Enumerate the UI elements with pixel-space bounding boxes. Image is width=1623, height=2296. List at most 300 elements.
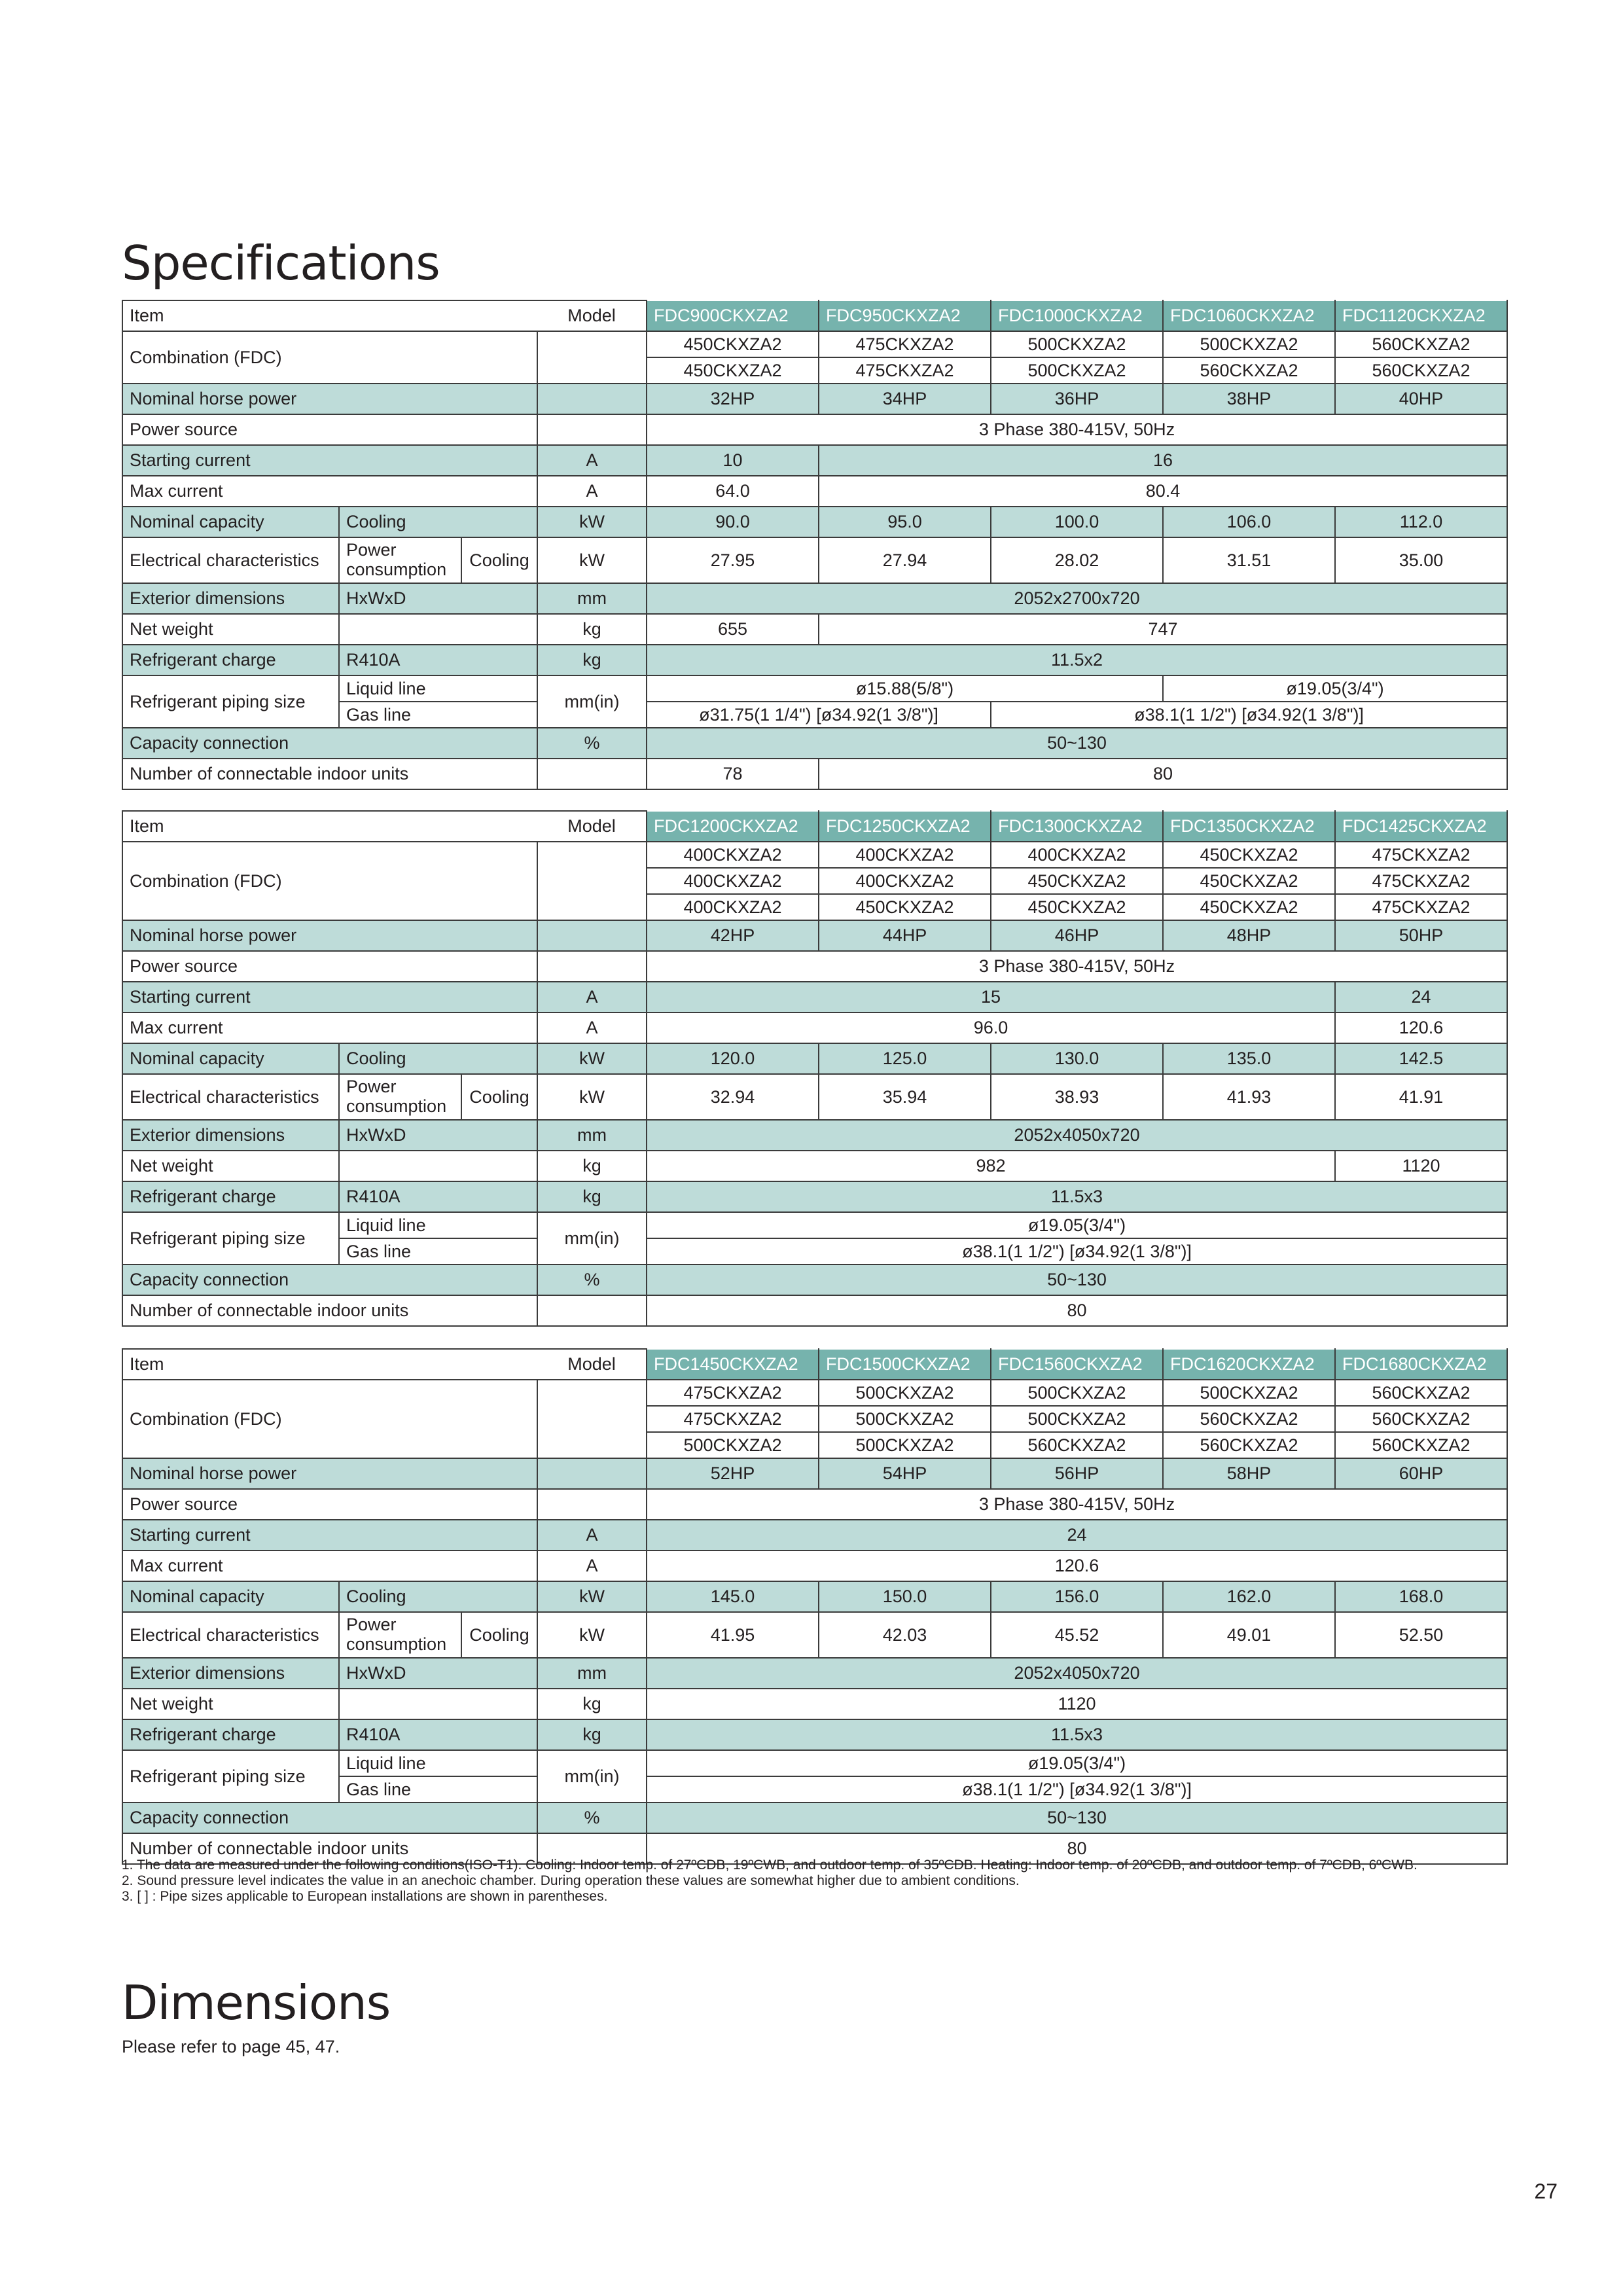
sub-label: Cooling bbox=[339, 507, 537, 537]
combination-label: Combination (FDC) bbox=[122, 842, 537, 920]
electrical-row bbox=[122, 537, 1507, 583]
row-label: Refrigerant piping size bbox=[122, 1750, 339, 1803]
power-source-value: 3 Phase 380-415V, 50Hz bbox=[647, 414, 1507, 445]
capacity-value: 106.0 bbox=[1163, 507, 1335, 537]
dimensions-reference: Please refer to page 45, 47. bbox=[122, 2037, 340, 2056]
row-label: Power source bbox=[122, 414, 537, 445]
row-label: Capacity connection bbox=[122, 728, 537, 759]
gas-line-value: ø38.1(1 1/2") [ø34.92(1 3/8")] bbox=[647, 1776, 1507, 1803]
spec-table-3 bbox=[122, 1348, 1500, 1865]
sub-label: Liquid line bbox=[339, 1212, 537, 1238]
unit-cell bbox=[537, 1489, 647, 1520]
indoor-units-row bbox=[122, 759, 1507, 789]
combination-unit: 560CKXZA2 bbox=[991, 1432, 1163, 1458]
sub-label: HxWxD bbox=[339, 583, 537, 614]
horse-power-value: 48HP bbox=[1163, 920, 1335, 951]
row-label: Starting current bbox=[122, 1520, 537, 1551]
sub-label: HxWxD bbox=[339, 1120, 537, 1151]
unit-cell: mm bbox=[537, 1658, 647, 1689]
liquid-line-value: ø19.05(3/4") bbox=[647, 1212, 1507, 1238]
unit-cell: kW bbox=[537, 1612, 647, 1658]
footnote-3: 3. [ ] : Pipe sizes applicable to European installations are shown in parentheses. bbox=[122, 1889, 608, 1905]
horse-power-value: 34HP bbox=[819, 384, 991, 414]
model-name: FDC1425CKXZA2 bbox=[1335, 811, 1507, 842]
unit-cell: % bbox=[537, 1803, 647, 1833]
unit-cell: mm bbox=[537, 583, 647, 614]
row-label: Exterior dimensions bbox=[122, 1120, 339, 1151]
liquid-line-value: ø19.05(3/4") bbox=[647, 1750, 1507, 1776]
combination-unit: 400CKXZA2 bbox=[991, 842, 1163, 868]
combination-unit: 450CKXZA2 bbox=[647, 357, 819, 384]
indoor-units-value: 80 bbox=[647, 1295, 1507, 1326]
model-name: FDC1560CKXZA2 bbox=[991, 1349, 1163, 1380]
power-source-value: 3 Phase 380-415V, 50Hz bbox=[647, 951, 1507, 982]
combination-unit: 475CKXZA2 bbox=[819, 357, 991, 384]
horse-power-value: 56HP bbox=[991, 1458, 1163, 1489]
combination-unit: 450CKXZA2 bbox=[1163, 868, 1335, 894]
capacity-connection-value: 50~130 bbox=[647, 728, 1507, 759]
row-label: Electrical characteristics bbox=[122, 1074, 339, 1120]
unit-cell: mm(in) bbox=[537, 1212, 647, 1265]
model-name: FDC1450CKXZA2 bbox=[647, 1349, 819, 1380]
combination-unit: 475CKXZA2 bbox=[1335, 868, 1507, 894]
capacity-value: 90.0 bbox=[647, 507, 819, 537]
row-label: Nominal horse power bbox=[122, 1458, 537, 1489]
unit-cell bbox=[537, 1380, 647, 1458]
sub-label: HxWxD bbox=[339, 1658, 537, 1689]
indoor-units-row bbox=[122, 1295, 1507, 1326]
combination-unit: 450CKXZA2 bbox=[991, 894, 1163, 920]
gas-line-value: ø31.75(1 1/4") [ø34.92(1 3/8")] bbox=[647, 702, 991, 728]
row-label: Refrigerant charge bbox=[122, 645, 339, 675]
combination-unit: 475CKXZA2 bbox=[647, 1380, 819, 1406]
row-label: Electrical characteristics bbox=[122, 1612, 339, 1658]
model-name: FDC1500CKXZA2 bbox=[819, 1349, 991, 1380]
sub-label: R410A bbox=[339, 645, 537, 675]
combination-unit: 400CKXZA2 bbox=[647, 894, 819, 920]
horse-power-value: 46HP bbox=[991, 920, 1163, 951]
unit-cell bbox=[537, 1458, 647, 1489]
horse-power-value: 38HP bbox=[1163, 384, 1335, 414]
unit-cell: kg bbox=[537, 1151, 647, 1181]
unit-cell: % bbox=[537, 728, 647, 759]
horse-power-row bbox=[122, 384, 1507, 414]
exterior-row bbox=[122, 1120, 1507, 1151]
combination-unit: 560CKXZA2 bbox=[1163, 1432, 1335, 1458]
sub-label: Cooling bbox=[339, 1043, 537, 1074]
model-name: FDC1300CKXZA2 bbox=[991, 811, 1163, 842]
unit-cell: A bbox=[537, 1520, 647, 1551]
unit-cell bbox=[537, 331, 647, 384]
capacity-value: 95.0 bbox=[819, 507, 991, 537]
row-label: Number of connectable indoor units bbox=[122, 1295, 537, 1326]
combination-unit: 560CKXZA2 bbox=[1335, 331, 1507, 357]
piping-liquid-row bbox=[122, 1750, 1507, 1776]
indoor-units-value: 80 bbox=[647, 1833, 1507, 1864]
dimensions-heading: Dimensions bbox=[122, 1975, 391, 2030]
exterior-value: 2052x2700x720 bbox=[647, 583, 1507, 614]
horse-power-row bbox=[122, 920, 1507, 951]
power-source-row bbox=[122, 414, 1507, 445]
indoor-units-value: 80 bbox=[819, 759, 1507, 789]
row-label: Electrical characteristics bbox=[122, 537, 339, 583]
combination-row bbox=[122, 1380, 1507, 1406]
unit-cell: kW bbox=[537, 1581, 647, 1612]
unit-cell: kg bbox=[537, 1719, 647, 1750]
model-name: FDC1000CKXZA2 bbox=[991, 300, 1163, 331]
row-label: Refrigerant charge bbox=[122, 1181, 339, 1212]
power-consumption-value: 41.95 bbox=[647, 1612, 819, 1658]
sub-label: Liquid line bbox=[339, 675, 537, 702]
horse-power-value: 40HP bbox=[1335, 384, 1507, 414]
max-current-value: 120.6 bbox=[647, 1551, 1507, 1581]
capacity-value: 135.0 bbox=[1163, 1043, 1335, 1074]
row-label: Nominal horse power bbox=[122, 384, 537, 414]
horse-power-value: 42HP bbox=[647, 920, 819, 951]
model-name: FDC1620CKXZA2 bbox=[1163, 1349, 1335, 1380]
footnotes bbox=[122, 1857, 1588, 1905]
row-label: Number of connectable indoor units bbox=[122, 759, 537, 789]
sub-label: Cooling bbox=[461, 537, 537, 583]
horse-power-value: 32HP bbox=[647, 384, 819, 414]
combination-unit: 500CKXZA2 bbox=[819, 1406, 991, 1432]
combination-unit: 450CKXZA2 bbox=[1163, 894, 1335, 920]
combination-unit: 560CKXZA2 bbox=[1335, 1380, 1507, 1406]
exterior-row bbox=[122, 583, 1507, 614]
capacity-connection-row bbox=[122, 1265, 1507, 1295]
sub-label: Cooling bbox=[461, 1074, 537, 1120]
net-weight-value: 1120 bbox=[647, 1689, 1507, 1719]
model-label: Model bbox=[537, 300, 647, 331]
net-weight-value: 1120 bbox=[1335, 1151, 1507, 1181]
net-weight-value: 655 bbox=[647, 614, 819, 645]
combination-unit: 475CKXZA2 bbox=[1335, 842, 1507, 868]
horse-power-value: 60HP bbox=[1335, 1458, 1507, 1489]
unit-cell bbox=[537, 414, 647, 445]
row-label: Max current bbox=[122, 476, 537, 507]
power-consumption-value: 35.00 bbox=[1335, 537, 1507, 583]
max-current-value: 120.6 bbox=[1335, 1013, 1507, 1043]
starting-current-value: 24 bbox=[647, 1520, 1507, 1551]
combination-unit: 500CKXZA2 bbox=[991, 1380, 1163, 1406]
sub-label bbox=[339, 614, 537, 645]
combination-row bbox=[122, 331, 1507, 357]
unit-cell: kg bbox=[537, 645, 647, 675]
footnote-1: 1. The data are measured under the following conditions(ISO-T1). Cooling: Indoor temp. of 27ºCDB, 19ºCWB, and outdoor temp. of 35ºCDB. Heating: Indoor temp. of 20ºCDB, and outdoor temp. of 7ºCDB, 6ºCWB. bbox=[122, 1857, 1418, 1873]
model-name: FDC1250CKXZA2 bbox=[819, 811, 991, 842]
starting-current-value: 16 bbox=[819, 445, 1507, 476]
combination-unit: 400CKXZA2 bbox=[819, 842, 991, 868]
sub-label: Power consumption bbox=[339, 1074, 461, 1120]
capacity-connection-value: 50~130 bbox=[647, 1265, 1507, 1295]
model-label: Model bbox=[537, 811, 647, 842]
combination-unit: 450CKXZA2 bbox=[991, 868, 1163, 894]
starting-current-value: 10 bbox=[647, 445, 819, 476]
combination-unit: 400CKXZA2 bbox=[647, 842, 819, 868]
combination-unit: 500CKXZA2 bbox=[991, 1406, 1163, 1432]
liquid-line-value: ø15.88(5/8") bbox=[647, 675, 1163, 702]
capacity-value: 112.0 bbox=[1335, 507, 1507, 537]
sub-label: Cooling bbox=[339, 1581, 537, 1612]
unit-cell: mm(in) bbox=[537, 675, 647, 728]
model-name: FDC900CKXZA2 bbox=[647, 300, 819, 331]
max-current-value: 64.0 bbox=[647, 476, 819, 507]
capacity-value: 130.0 bbox=[991, 1043, 1163, 1074]
spec-table bbox=[122, 300, 1508, 790]
piping-liquid-row bbox=[122, 1212, 1507, 1238]
combination-unit: 560CKXZA2 bbox=[1163, 357, 1335, 384]
unit-cell: kW bbox=[537, 507, 647, 537]
power-consumption-value: 27.94 bbox=[819, 537, 991, 583]
net-weight-row bbox=[122, 1151, 1507, 1181]
sub-label: Power consumption bbox=[339, 537, 461, 583]
model-name: FDC950CKXZA2 bbox=[819, 300, 991, 331]
row-label: Number of connectable indoor units bbox=[122, 1833, 537, 1864]
item-label: Item bbox=[122, 300, 537, 331]
max-current-row bbox=[122, 1551, 1507, 1581]
exterior-row bbox=[122, 1658, 1507, 1689]
power-consumption-value: 41.93 bbox=[1163, 1074, 1335, 1120]
combination-unit: 560CKXZA2 bbox=[1163, 1406, 1335, 1432]
model-name: FDC1350CKXZA2 bbox=[1163, 811, 1335, 842]
power-consumption-value: 42.03 bbox=[819, 1612, 991, 1658]
max-current-value: 96.0 bbox=[647, 1013, 1335, 1043]
spec-table-1 bbox=[122, 300, 1500, 790]
model-name: FDC1680CKXZA2 bbox=[1335, 1349, 1507, 1380]
model-name: FDC1120CKXZA2 bbox=[1335, 300, 1507, 331]
max-current-row bbox=[122, 476, 1507, 507]
sub-label: Gas line bbox=[339, 1776, 537, 1803]
combination-unit: 400CKXZA2 bbox=[819, 868, 991, 894]
header-row bbox=[122, 811, 1507, 842]
refrigerant-value: 11.5x2 bbox=[647, 645, 1507, 675]
power-consumption-value: 35.94 bbox=[819, 1074, 991, 1120]
capacity-value: 120.0 bbox=[647, 1043, 819, 1074]
refrigerant-value: 11.5x3 bbox=[647, 1719, 1507, 1750]
net-weight-row bbox=[122, 1689, 1507, 1719]
header-row bbox=[122, 1349, 1507, 1380]
row-label: Power source bbox=[122, 951, 537, 982]
combination-label: Combination (FDC) bbox=[122, 331, 537, 384]
unit-cell: A bbox=[537, 982, 647, 1013]
item-label: Item bbox=[122, 811, 537, 842]
row-label: Net weight bbox=[122, 1689, 339, 1719]
sub-label: R410A bbox=[339, 1181, 537, 1212]
model-label: Model bbox=[537, 1349, 647, 1380]
refrigerant-row bbox=[122, 645, 1507, 675]
capacity-value: 145.0 bbox=[647, 1581, 819, 1612]
combination-unit: 560CKXZA2 bbox=[1335, 1406, 1507, 1432]
exterior-value: 2052x4050x720 bbox=[647, 1120, 1507, 1151]
capacity-value: 156.0 bbox=[991, 1581, 1163, 1612]
combination-unit: 475CKXZA2 bbox=[819, 331, 991, 357]
unit-cell: % bbox=[537, 1265, 647, 1295]
capacity-connection-row bbox=[122, 728, 1507, 759]
combination-unit: 500CKXZA2 bbox=[991, 331, 1163, 357]
net-weight-value: 747 bbox=[819, 614, 1507, 645]
capacity-value: 125.0 bbox=[819, 1043, 991, 1074]
combination-row bbox=[122, 842, 1507, 868]
capacity-value: 150.0 bbox=[819, 1581, 991, 1612]
row-label: Capacity connection bbox=[122, 1803, 537, 1833]
starting-current-value: 15 bbox=[647, 982, 1335, 1013]
refrigerant-row bbox=[122, 1719, 1507, 1750]
row-label: Net weight bbox=[122, 614, 339, 645]
capacity-connection-row bbox=[122, 1803, 1507, 1833]
combination-unit: 475CKXZA2 bbox=[1335, 894, 1507, 920]
unit-cell: A bbox=[537, 476, 647, 507]
power-consumption-value: 31.51 bbox=[1163, 537, 1335, 583]
nominal-capacity-row bbox=[122, 1043, 1507, 1074]
starting-current-row bbox=[122, 982, 1507, 1013]
combination-unit: 450CKXZA2 bbox=[1163, 842, 1335, 868]
unit-cell: kg bbox=[537, 1689, 647, 1719]
unit-cell: mm bbox=[537, 1120, 647, 1151]
refrigerant-value: 11.5x3 bbox=[647, 1181, 1507, 1212]
header-row bbox=[122, 300, 1507, 331]
footnote-2: 2. Sound pressure level indicates the value in an anechoic chamber. During operation these values are somewhat higher due to ambient conditions. bbox=[122, 1873, 1020, 1889]
sub-label bbox=[339, 1689, 537, 1719]
item-label: Item bbox=[122, 1349, 537, 1380]
capacity-value: 100.0 bbox=[991, 507, 1163, 537]
row-label: Capacity connection bbox=[122, 1265, 537, 1295]
unit-cell bbox=[537, 1295, 647, 1326]
power-consumption-value: 41.91 bbox=[1335, 1074, 1507, 1120]
spec-table bbox=[122, 810, 1508, 1327]
power-consumption-value: 28.02 bbox=[991, 537, 1163, 583]
piping-liquid-row bbox=[122, 675, 1507, 702]
power-consumption-value: 27.95 bbox=[647, 537, 819, 583]
net-weight-value: 982 bbox=[647, 1151, 1335, 1181]
electrical-row bbox=[122, 1612, 1507, 1658]
row-label: Exterior dimensions bbox=[122, 583, 339, 614]
gas-line-value: ø38.1(1 1/2") [ø34.92(1 3/8")] bbox=[647, 1238, 1507, 1265]
power-source-row bbox=[122, 1489, 1507, 1520]
horse-power-value: 36HP bbox=[991, 384, 1163, 414]
nominal-capacity-row bbox=[122, 507, 1507, 537]
row-label: Nominal horse power bbox=[122, 920, 537, 951]
horse-power-value: 44HP bbox=[819, 920, 991, 951]
max-current-row bbox=[122, 1013, 1507, 1043]
power-source-value: 3 Phase 380-415V, 50Hz bbox=[647, 1489, 1507, 1520]
row-label: Max current bbox=[122, 1551, 537, 1581]
horse-power-row bbox=[122, 1458, 1507, 1489]
unit-cell: A bbox=[537, 1551, 647, 1581]
starting-current-row bbox=[122, 1520, 1507, 1551]
horse-power-value: 50HP bbox=[1335, 920, 1507, 951]
starting-current-row bbox=[122, 445, 1507, 476]
combination-unit: 475CKXZA2 bbox=[647, 1406, 819, 1432]
power-consumption-value: 49.01 bbox=[1163, 1612, 1335, 1658]
unit-cell: kg bbox=[537, 1181, 647, 1212]
row-label: Net weight bbox=[122, 1151, 339, 1181]
sub-label bbox=[339, 1151, 537, 1181]
capacity-value: 168.0 bbox=[1335, 1581, 1507, 1612]
unit-cell: kg bbox=[537, 614, 647, 645]
indoor-units-value: 78 bbox=[647, 759, 819, 789]
power-consumption-value: 38.93 bbox=[991, 1074, 1163, 1120]
row-label: Starting current bbox=[122, 445, 537, 476]
power-source-row bbox=[122, 951, 1507, 982]
capacity-value: 162.0 bbox=[1163, 1581, 1335, 1612]
nominal-capacity-row bbox=[122, 1581, 1507, 1612]
sub-label: Gas line bbox=[339, 702, 537, 728]
sub-label: Cooling bbox=[461, 1612, 537, 1658]
row-label: Exterior dimensions bbox=[122, 1658, 339, 1689]
combination-label: Combination (FDC) bbox=[122, 1380, 537, 1458]
row-label: Refrigerant piping size bbox=[122, 675, 339, 728]
horse-power-value: 52HP bbox=[647, 1458, 819, 1489]
net-weight-row bbox=[122, 614, 1507, 645]
combination-unit: 560CKXZA2 bbox=[1335, 1432, 1507, 1458]
unit-cell: kW bbox=[537, 1074, 647, 1120]
liquid-line-value: ø19.05(3/4") bbox=[1163, 675, 1507, 702]
row-label: Starting current bbox=[122, 982, 537, 1013]
unit-cell bbox=[537, 759, 647, 789]
sub-label: Power consumption bbox=[339, 1612, 461, 1658]
row-label: Refrigerant charge bbox=[122, 1719, 339, 1750]
electrical-row bbox=[122, 1074, 1507, 1120]
power-consumption-value: 32.94 bbox=[647, 1074, 819, 1120]
row-label: Nominal capacity bbox=[122, 507, 339, 537]
exterior-value: 2052x4050x720 bbox=[647, 1658, 1507, 1689]
sub-label: Liquid line bbox=[339, 1750, 537, 1776]
max-current-value: 80.4 bbox=[819, 476, 1507, 507]
combination-unit: 400CKXZA2 bbox=[647, 868, 819, 894]
combination-unit: 450CKXZA2 bbox=[819, 894, 991, 920]
row-label: Refrigerant piping size bbox=[122, 1212, 339, 1265]
model-name: FDC1060CKXZA2 bbox=[1163, 300, 1335, 331]
unit-cell: A bbox=[537, 445, 647, 476]
page-number: 27 bbox=[1534, 2179, 1558, 2203]
combination-unit: 500CKXZA2 bbox=[819, 1380, 991, 1406]
combination-unit: 500CKXZA2 bbox=[1163, 1380, 1335, 1406]
power-consumption-value: 45.52 bbox=[991, 1612, 1163, 1658]
unit-cell: kW bbox=[537, 537, 647, 583]
row-label: Power source bbox=[122, 1489, 537, 1520]
capacity-connection-value: 50~130 bbox=[647, 1803, 1507, 1833]
page-title: Specifications bbox=[122, 236, 440, 291]
refrigerant-row bbox=[122, 1181, 1507, 1212]
unit-cell bbox=[537, 842, 647, 920]
combination-unit: 500CKXZA2 bbox=[991, 357, 1163, 384]
combination-unit: 500CKXZA2 bbox=[819, 1432, 991, 1458]
gas-line-value: ø38.1(1 1/2") [ø34.92(1 3/8")] bbox=[991, 702, 1507, 728]
model-name: FDC1200CKXZA2 bbox=[647, 811, 819, 842]
capacity-value: 142.5 bbox=[1335, 1043, 1507, 1074]
row-label: Nominal capacity bbox=[122, 1043, 339, 1074]
unit-cell: mm(in) bbox=[537, 1750, 647, 1803]
row-label: Max current bbox=[122, 1013, 537, 1043]
unit-cell: kW bbox=[537, 1043, 647, 1074]
horse-power-value: 58HP bbox=[1163, 1458, 1335, 1489]
row-label: Nominal capacity bbox=[122, 1581, 339, 1612]
combination-unit: 500CKXZA2 bbox=[647, 1432, 819, 1458]
horse-power-value: 54HP bbox=[819, 1458, 991, 1489]
combination-unit: 560CKXZA2 bbox=[1335, 357, 1507, 384]
combination-unit: 500CKXZA2 bbox=[1163, 331, 1335, 357]
unit-cell bbox=[537, 951, 647, 982]
spec-table bbox=[122, 1348, 1508, 1865]
sub-label: Gas line bbox=[339, 1238, 537, 1265]
sub-label: R410A bbox=[339, 1719, 537, 1750]
spec-table-2 bbox=[122, 810, 1500, 1327]
combination-unit: 450CKXZA2 bbox=[647, 331, 819, 357]
power-consumption-value: 52.50 bbox=[1335, 1612, 1507, 1658]
unit-cell bbox=[537, 920, 647, 951]
starting-current-value: 24 bbox=[1335, 982, 1507, 1013]
unit-cell bbox=[537, 384, 647, 414]
